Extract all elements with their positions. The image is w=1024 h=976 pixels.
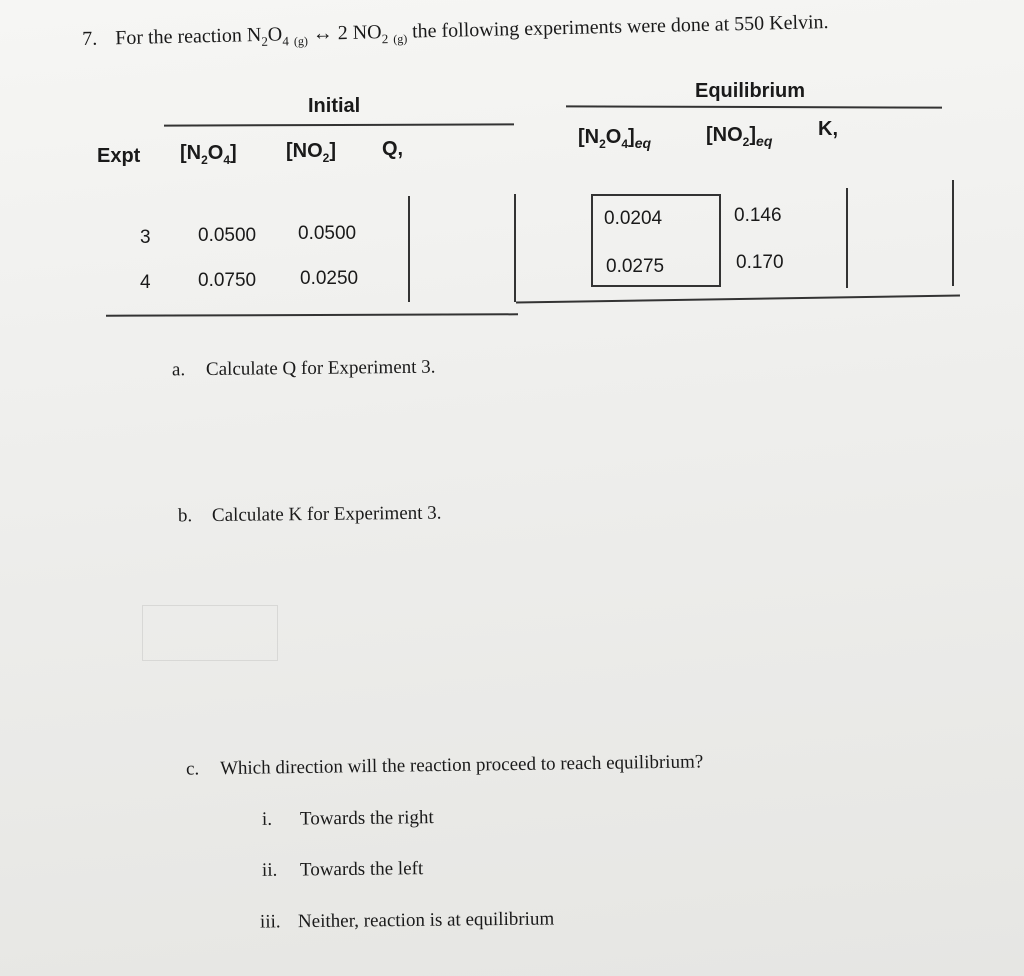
q-cell-left [408,196,410,302]
question-prefix: For the reaction N [114,23,262,50]
header-text: [NO [286,140,323,162]
header-text: O [207,142,224,164]
part-text: Calculate K for Experiment 3. [211,502,442,527]
header-n2o4 [180,142,237,167]
header-text: [N [578,126,600,148]
initial-underline [164,123,514,126]
phase-label: (g) [393,31,408,46]
option-neither[interactable] [260,908,554,933]
header-sub: 2 [742,135,750,149]
header-text: [NO [706,124,743,146]
row-no2: 0.0500 [298,223,357,244]
row-no2-eq: 0.170 [736,252,784,273]
header-no2-eq [706,124,772,149]
header-text: O [605,126,622,148]
header-k: K, [818,118,838,140]
question-7 [82,8,982,54]
header-sub: 4 [223,153,231,167]
header-text: ] [230,142,237,164]
question-o: O [267,23,283,46]
part-c [186,751,704,780]
row-n2o4: 0.0500 [198,225,257,246]
part-label: b. [177,505,193,527]
table-bottom-right [516,295,960,304]
row-no2-eq: 0.146 [734,205,782,226]
option-text: Neither, reaction is at equilibrium [297,908,555,933]
header-eq-sub: eq [756,133,773,149]
question-sub: 2 [261,33,269,49]
question-sub: 2 [381,31,389,47]
header-text: ] [628,126,635,148]
part-label: a. [171,359,186,381]
header-q: Q, [382,138,404,160]
option-label: ii. [261,859,278,881]
question-mid: 2 NO [337,21,382,45]
equilibrium-arrow: ↔ [312,22,333,45]
header-text: ] [749,124,757,146]
option-text: Towards the right [299,807,434,830]
option-text: Towards the left [299,858,424,881]
header-sub: 2 [322,151,330,165]
k-cell-right [952,180,954,286]
option-label: iii. [259,911,281,933]
phase-label: (g) [293,33,309,49]
header-eq-sub: eq [634,135,652,151]
table-bottom-left [106,313,518,316]
part-label: c. [185,758,200,780]
header-n2o4-eq [578,126,651,151]
option-label: i. [261,808,273,830]
header-sub: 2 [599,137,606,151]
part-text: Which direction will the reaction proceed to reach equilibrium? [219,751,704,780]
option-left[interactable] [262,858,423,882]
group-initial: Initial [308,95,361,117]
header-sub: 4 [621,137,629,151]
row-n2o4-eq: 0.0204 [604,208,663,229]
group-equilibrium: Equilibrium [695,80,805,102]
faint-box [142,605,278,661]
row-expt: 4 [140,272,151,293]
question-suffix: the following experiments were done at 550 Kelvin. [411,11,829,43]
row-n2o4: 0.0750 [198,270,257,291]
header-text: [N [180,142,202,164]
header-sub: 2 [201,153,208,167]
question-number: 7. [82,27,98,50]
q-cell-right [514,194,516,302]
part-a [172,357,436,382]
row-n2o4-eq: 0.0275 [606,256,665,277]
question-sub: 4 [282,33,290,49]
part-b [178,503,442,528]
header-expt: Expt [97,145,141,167]
row-expt: 3 [140,227,151,248]
part-text: Calculate Q for Experiment 3. [205,356,436,381]
equilibrium-underline [566,105,942,108]
header-text: ] [329,140,337,162]
header-no2 [286,140,336,165]
option-right[interactable] [262,807,434,831]
k-cell-left [846,188,848,288]
row-no2: 0.0250 [300,268,359,289]
